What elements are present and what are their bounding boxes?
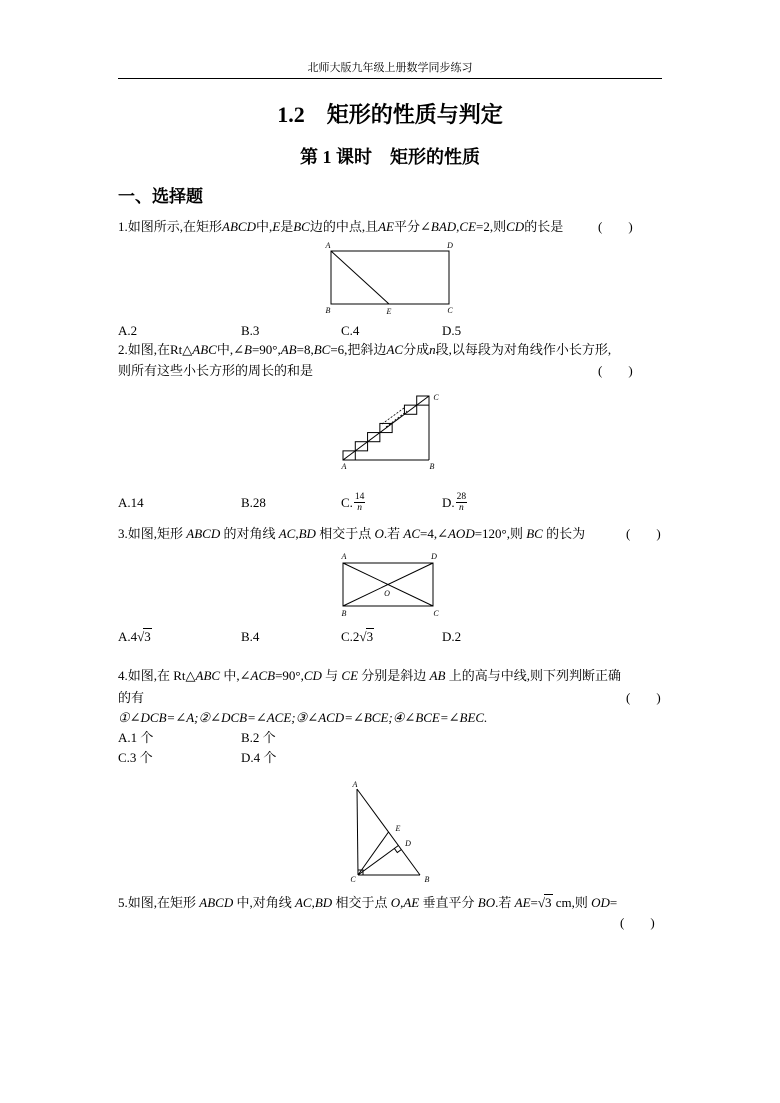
text-run: ;③∠: [291, 710, 319, 725]
rectangle-abcd: [331, 251, 449, 304]
math-variable: CD: [506, 219, 525, 234]
math-variable: BO: [477, 895, 496, 910]
option-label: C.: [341, 495, 353, 510]
math-variable: B: [244, 342, 252, 357]
question-1-text: [118, 217, 563, 237]
text-run: 相交于点: [315, 526, 375, 541]
text-run: 边的中点,且: [309, 219, 379, 234]
point-label-e: E: [395, 824, 401, 833]
question-3-option-a: A.4√3: [118, 629, 151, 644]
text-run: .: [484, 710, 488, 725]
running-header: 北师大版九年级上册数学同步练习: [307, 62, 473, 74]
page-title: 1.2 矩形的性质与判定: [277, 102, 503, 127]
point-label-b: B: [424, 875, 430, 884]
math-variable: AC: [278, 526, 296, 541]
segment-ac: [357, 789, 358, 875]
math-variable: ABC: [192, 342, 217, 357]
question-4-figure: [345, 775, 437, 885]
math-variable: CE: [459, 219, 477, 234]
question-2-option-c: [341, 491, 365, 515]
math-variable: AB: [429, 668, 446, 683]
math-variable: n: [429, 342, 436, 357]
question-3-option-d: D.2: [442, 629, 462, 644]
point-label-o: O: [384, 589, 390, 598]
question-1-option-d: D.5: [442, 323, 462, 338]
point-label-c: C: [433, 393, 439, 402]
point-label-c: C: [433, 609, 439, 618]
math-variable: OD: [591, 895, 610, 910]
question-4-option-b: B.2 个: [241, 730, 276, 745]
question-3-answer-blank: ( ): [626, 526, 661, 541]
point-label-b: B: [325, 306, 331, 315]
question-2-figure: [330, 386, 445, 476]
math-variable: BAD: [430, 219, 457, 234]
point-label-c: C: [350, 875, 356, 884]
question-2-text-line-2: [118, 361, 313, 381]
math-variable: AOD: [447, 526, 475, 541]
fraction: [354, 492, 366, 513]
question-2-option-d: [442, 491, 467, 515]
lesson-subtitle: 第 1 课时 矩形的性质: [300, 147, 480, 167]
text-run: ,: [311, 895, 315, 910]
text-run: 的有: [118, 690, 145, 705]
math-variable: ABCD: [222, 219, 256, 234]
question-2-option-a: A.14: [118, 495, 144, 510]
question-3-figure: [333, 549, 445, 619]
text-run: 段,以每段为对角线作小长方形,: [435, 342, 612, 357]
text-run: =90°,: [275, 668, 304, 683]
text-run: 则所有这些小长方形的周长的和是: [118, 363, 314, 378]
text-run: 的对角线: [220, 526, 279, 541]
math-variable: O: [374, 526, 384, 541]
question-4-text-line-2: [118, 688, 144, 708]
fraction-denominator: n: [459, 502, 464, 513]
question-1-figure: [318, 236, 463, 320]
math-variable: ABC: [195, 668, 221, 683]
text-run: =∠: [247, 710, 267, 725]
text-run: =8,: [296, 342, 314, 357]
question-1-option-b: B.3: [241, 323, 260, 338]
math-variable: BCE: [363, 710, 389, 725]
radicand: 3: [144, 629, 151, 644]
text-run: ①∠: [118, 710, 141, 725]
math-variable: AC: [403, 526, 420, 541]
altitude-cd: [358, 846, 398, 876]
point-label-d: D: [431, 552, 437, 561]
point-label-c: C: [447, 306, 453, 315]
question-1-answer-blank: ( ): [598, 219, 633, 234]
header-rule: [118, 78, 662, 79]
text-run: 中,∠: [220, 668, 251, 683]
question-3-text: [118, 524, 585, 544]
math-variable: O: [390, 895, 401, 910]
math-variable: AC: [386, 342, 404, 357]
text-run: =120°,则: [474, 526, 527, 541]
point-label-a: A: [341, 462, 347, 471]
text-run: 中,: [255, 219, 273, 234]
math-variable: ACE: [266, 710, 292, 725]
text-run: 垂直平分: [419, 895, 478, 910]
math-variable: A: [186, 710, 195, 725]
text-run: =6,把斜边: [330, 342, 387, 357]
median-ce: [358, 832, 389, 875]
point-label-a: A: [325, 241, 331, 250]
fraction: [456, 492, 468, 513]
text-run: ;④∠: [388, 710, 416, 725]
point-label-b: B: [341, 609, 347, 618]
text-run: =2,则: [476, 219, 507, 234]
text-run: =4,∠: [420, 526, 448, 541]
point-label-a: A: [341, 552, 347, 561]
text-run: 分成: [403, 342, 430, 357]
radicand: 3: [545, 895, 552, 910]
question-5-answer-blank: ( ): [620, 915, 655, 930]
text-run: 中,∠: [216, 342, 244, 357]
math-variable: AE: [378, 219, 394, 234]
text-run: =90°,: [251, 342, 281, 357]
text-run: =√3 cm,则: [530, 895, 592, 910]
math-variable: ACB: [250, 668, 276, 683]
math-variable: CD: [303, 668, 322, 683]
point-label-e: E: [386, 307, 392, 316]
text-run: 2.如图,在Rt△: [118, 342, 193, 357]
text-run: .若: [383, 526, 404, 541]
question-4-statements: [118, 708, 487, 728]
text-run: 与: [321, 668, 342, 683]
text-run: 分别是斜边: [358, 668, 430, 683]
question-2-answer-blank: ( ): [598, 363, 633, 378]
text-run: ;②∠: [194, 710, 222, 725]
text-run: =∠: [166, 710, 187, 725]
math-variable: BCE: [415, 710, 440, 725]
text-run: 是: [280, 219, 294, 234]
math-variable: BD: [298, 526, 316, 541]
text-run: .若: [495, 895, 515, 910]
fraction-numerator: 28: [456, 491, 467, 502]
point-label-a: A: [352, 780, 358, 789]
math-variable: BC: [313, 342, 331, 357]
math-variable: AB: [280, 342, 297, 357]
text-run: =: [609, 895, 618, 910]
question-2-option-b: B.28: [241, 495, 266, 510]
question-4-option-d: D.4 个: [241, 750, 277, 765]
text-run: 的长为: [542, 526, 586, 541]
right-angle-mark-d: [394, 849, 401, 853]
text-run: ,: [295, 526, 299, 541]
fraction-denominator: n: [357, 502, 363, 513]
point-label-d: D: [405, 839, 411, 848]
math-variable: BC: [526, 526, 543, 541]
text-run: 中,对角线: [233, 895, 295, 910]
question-4-text-line-1: [118, 666, 621, 686]
text-run: 4.如图,在 Rt△: [118, 668, 196, 683]
segment-ae: [331, 251, 389, 304]
question-4-option-c: C.3 个: [118, 750, 153, 765]
math-variable: ABCD: [199, 895, 234, 910]
question-4-answer-blank: ( ): [626, 690, 661, 705]
option-label: D.: [442, 495, 455, 510]
text-run: ,: [456, 219, 460, 234]
math-variable: ABCD: [186, 526, 221, 541]
question-3-option-b: B.4: [241, 629, 260, 644]
question-5-text: [118, 893, 617, 913]
math-variable: AE: [514, 895, 531, 910]
radicand: 3: [366, 629, 374, 644]
section-heading: 一、选择题: [118, 187, 203, 206]
fraction-numerator: 14: [354, 491, 365, 502]
text-run: =∠: [439, 710, 460, 725]
text-run: 的长是: [524, 219, 564, 234]
text-run: 平分∠: [393, 219, 431, 234]
math-variable: DCB: [221, 710, 248, 725]
text-run: =∠: [344, 710, 364, 725]
question-1-option-c: C.4: [341, 323, 360, 338]
math-variable: ACD: [318, 710, 345, 725]
math-variable: BC: [293, 219, 310, 234]
question-4-option-a: A.1 个: [118, 730, 154, 745]
math-variable: BEC: [459, 710, 485, 725]
question-3-option-c: C.2√3: [341, 629, 374, 644]
math-variable: E: [272, 219, 281, 234]
question-1-option-a: A.2: [118, 323, 138, 338]
text-run: 上的高与中线,则下列判断正确: [445, 668, 621, 683]
text-run: 3.如图,矩形: [118, 526, 187, 541]
math-variable: AE: [403, 895, 420, 910]
math-variable: DCB: [140, 710, 167, 725]
point-label-d: D: [447, 241, 453, 250]
text-run: ,: [400, 895, 404, 910]
text-run: 5.如图,在矩形: [118, 895, 200, 910]
text-run: 相交于点: [332, 895, 391, 910]
question-2-text-line-1: [118, 340, 611, 360]
math-variable: CE: [341, 668, 359, 683]
point-label-b: B: [429, 462, 435, 471]
math-variable: AC: [294, 895, 312, 910]
math-variable: BD: [314, 895, 333, 910]
text-run: 1.如图所示,在矩形: [118, 219, 223, 234]
